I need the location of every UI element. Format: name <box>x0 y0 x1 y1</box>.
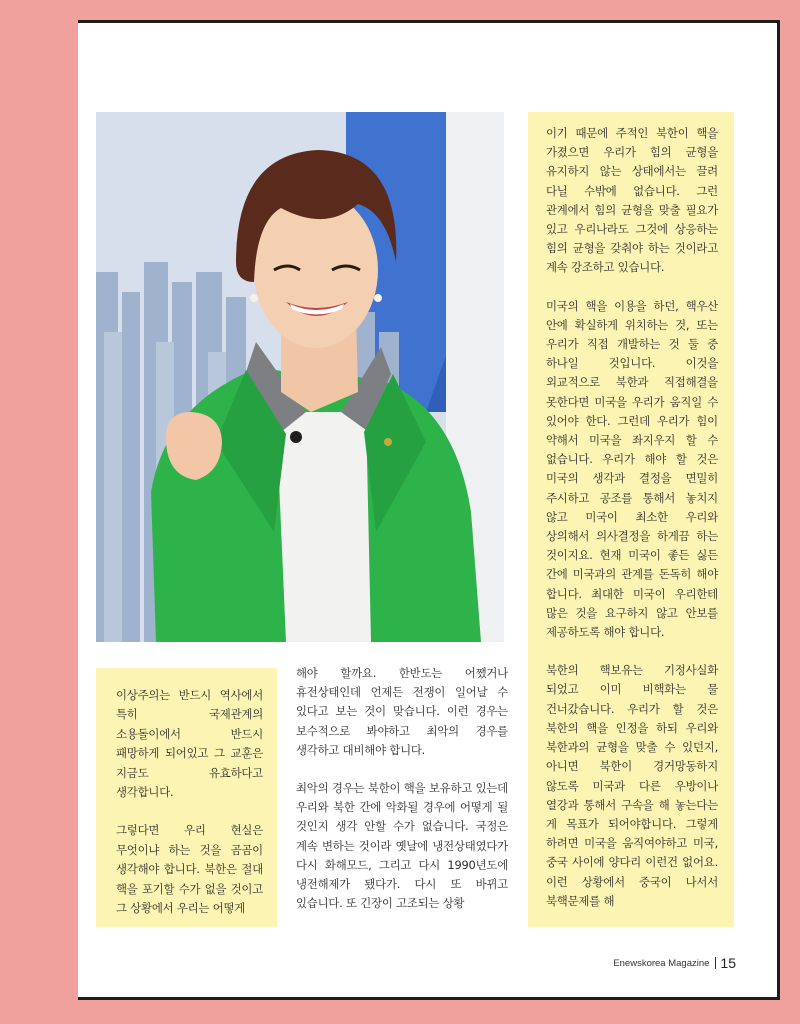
right-text-column <box>528 112 734 927</box>
portrait-photo-icon <box>96 112 504 642</box>
page-number: 15 <box>720 955 736 971</box>
magazine-name: Enewskorea Magazine <box>613 957 710 969</box>
portrait-photo <box>96 112 504 642</box>
middle-text-column <box>296 664 508 934</box>
left-text-column <box>96 668 277 927</box>
right-paragraph-3: 북한의 핵보유는 기정사실화 되었고 이미 비핵화는 물 건너갔습니다. 우리가 할 것은 북한의 핵을 인정을 하되 우리와 북한과의 균형을 맞출 수 있던지, 아니면 북한이 경거망동하지 않도록 미국과 다른 우방이나 열강과 통해서 구속을 해 놓는다는 게 목표가 되어야합니다. 그렇게 하려면 미국을 움직여야하고 미국, 중국 사이에 양다리 이런건 없어요. 이런 상황에서 중국이 나서서 북핵문제를 해 <box>546 663 718 908</box>
right-paragraph-1: 이기 때문에 주적인 북한이 핵을 가졌으면 우리가 힘의 균형을 유지하지 않는 상태에서는 끌려 다닐 수밖에 없습니다. 그런 관계에서 힘의 균형을 맞출 필요가 있고 우리나라도 그것에 상응하는 힘의 균형을 갖춰야 하는 것이라고 계속 강조하고 있습니다. <box>546 126 718 275</box>
middle-paragraph-2: 최악의 경우는 북한이 핵을 보유하고 있는데 우리와 북한 간에 악화될 경우에 어떻게 될 것인지 생각 안할 수가 없습니다. 국정은 계속 변하는 것이라 옛날에 냉전상태였다가 다시 화해모드, 그리고 다시 1990년도에 냉전해제가 됐다가. 다시 또 바뀌고 있습니다. 또 긴장이 고조되는 상황 <box>296 781 508 911</box>
middle-paragraph-1: 해야 할까요. 한반도는 어쨌거나 휴전상태인데 언제든 전쟁이 일어날 수 있다고 보는 것이 맞습니다. 이런 경우는 보수적으로 봐야하고 최악의 경우를 생각하고 대비해야 합니다. <box>296 666 508 757</box>
page-footer <box>613 955 736 971</box>
left-paragraph-2: 그렇다면 우리 현실은 무엇이냐 하는 것을 곰곰이 생각해야 합니다. 북한은 절대 핵을 포기할 수가 없을 것이고 그 상황에서 우리는 어떻게 <box>116 823 263 916</box>
left-paragraph-1: 이상주의는 반드시 역사에서 특히 국제관계의 소용돌이에서 반드시 패망하게 되어있고 그 교훈은 지금도 유효하다고 생각합니다. <box>116 688 263 800</box>
right-paragraph-2: 미국의 핵을 이용을 하던, 핵우산 안에 확실하게 위치하는 것, 또는 우리가 직접 개발하는 것 둘 중 하나일 것입니다. 이것을 외교적으로 북한과 직접해결을 못한다면 미국을 우리가 움직일 수 있어야 한다. 그런데 우리가 힘이 약해서 미국을 좌지우지 할 수 없습니다. 우리가 해야 할 것은 미국의 생각과 결정을 면밀히 주시하고 공조를 통해서 놓치지 않고 미국이 최소한 우리와 상의해서 의사결정을 하게끔 하는 것이지요. 현재 미국이 좋든 싫든 간에 미국과의 관계를 돈독히 해야 합니다. 최대한 미국이 우리한테 많은 것을 요구하지 않고 안보를 제공하도록 해야 합니다. <box>546 298 718 640</box>
footer-divider <box>715 957 716 969</box>
